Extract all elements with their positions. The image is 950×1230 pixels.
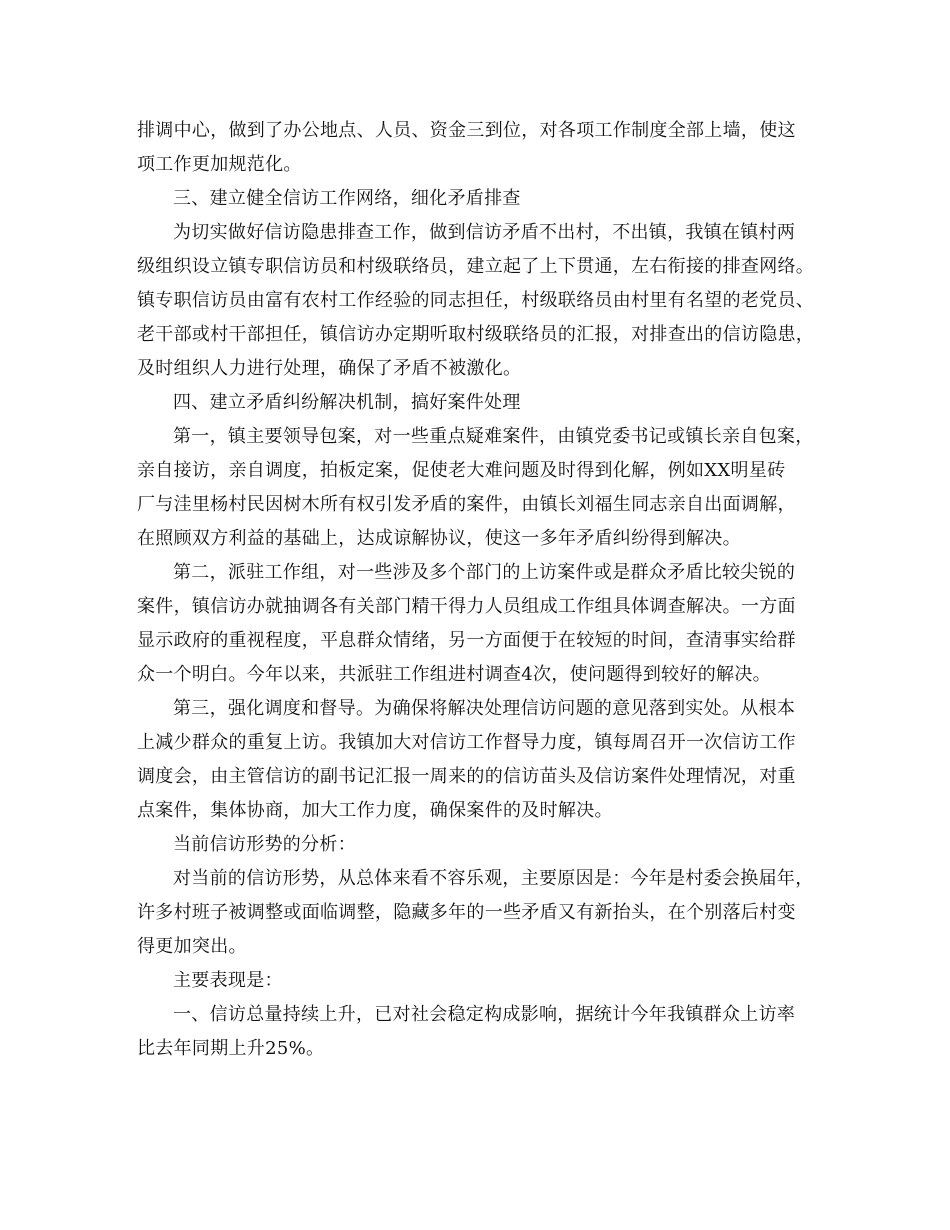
text-line: 得更加突出。 <box>137 936 247 957</box>
text-line: 许多村班子被调整或面临调整，隐藏多年的一些矛盾又有新抬头，在个别落后村变 <box>137 902 796 923</box>
text-line: 众一个明白。今年以来，共派驻工作组进村调查4次，使问题得到较好的解决。 <box>137 664 771 685</box>
text-line: 及时组织人力进行处理，确保了矛盾不被激化。 <box>137 358 522 379</box>
section-heading: 四、建立矛盾纠纷解决机制，搞好案件处理 <box>173 392 521 413</box>
text-line: 厂与洼里杨村民因树木所有权引发矛盾的案件，由镇长刘福生同志亲自出面调解， <box>137 494 796 515</box>
text-line: 第二，派驻工作组，对一些涉及多个部门的上访案件或是群众矛盾比较尖锐的 <box>173 562 796 583</box>
text-line: 第三，强化调度和督导。为确保将解决处理信访问题的意见落到实处。从根本 <box>173 698 796 719</box>
text-line: 上减少群众的重复上访。我镇加大对信访工作督导力度，镇每周召开一次信访工作 <box>137 732 796 753</box>
text-line: 项工作更加规范化。 <box>137 154 302 175</box>
text-line: 调度会，由主管信访的副书记汇报一周来的的信访苗头及信访案件处理情况，对重 <box>137 766 796 787</box>
document-body <box>137 114 817 1066</box>
text-line: 第一，镇主要领导包案，对一些重点疑难案件，由镇党委书记或镇长亲自包案， <box>173 426 814 447</box>
text-line: 亲自接访，亲自调度，拍板定案，促使老大难问题及时得到化解，例如XX明星砖 <box>137 460 786 481</box>
text-line: 镇专职信访员由富有农村工作经验的同志担任，村级联络员由村里有名望的老党员、 <box>137 290 815 311</box>
section-heading: 主要表现是： <box>173 970 283 991</box>
text-line: 排调中心，做到了办公地点、人员、资金三到位，对各项工作制度全部上墙，使这 <box>137 120 796 141</box>
section-heading: 当前信访形势的分析： <box>173 834 356 855</box>
text-line: 比去年同期上升25%。 <box>137 1038 325 1059</box>
section-heading: 三、建立健全信访工作网络，细化矛盾排查 <box>173 188 521 209</box>
text-line: 为切实做好信访隐患排查工作，做到信访矛盾不出村，不出镇，我镇在镇村两 <box>173 222 796 243</box>
text-line: 案件，镇信访办就抽调各有关部门精干得力人员组成工作组具体调查解决。一方面 <box>137 596 796 617</box>
text-line: 一、信访总量持续上升，已对社会稳定构成影响，据统计今年我镇群众上访率 <box>173 1004 796 1025</box>
text-line: 显示政府的重视程度，平息群众情绪，另一方面便于在较短的时间，查清事实给群 <box>137 630 796 651</box>
text-line: 点案件，集体协商，加大工作力度，确保案件的及时解决。 <box>137 800 613 821</box>
text-line: 对当前的信访形势，从总体来看不容乐观，主要原因是：今年是村委会换届年， <box>173 868 814 889</box>
text-line: 级组织设立镇专职信访员和村级联络员，建立起了上下贯通，左右衔接的排查网络。 <box>137 256 815 277</box>
text-line: 老干部或村干部担任，镇信访办定期听取村级联络员的汇报，对排查出的信访隐患， <box>137 324 815 345</box>
text-line: 在照顾双方利益的基础上，达成谅解协议，使这一多年矛盾纠纷得到解决。 <box>137 528 741 549</box>
